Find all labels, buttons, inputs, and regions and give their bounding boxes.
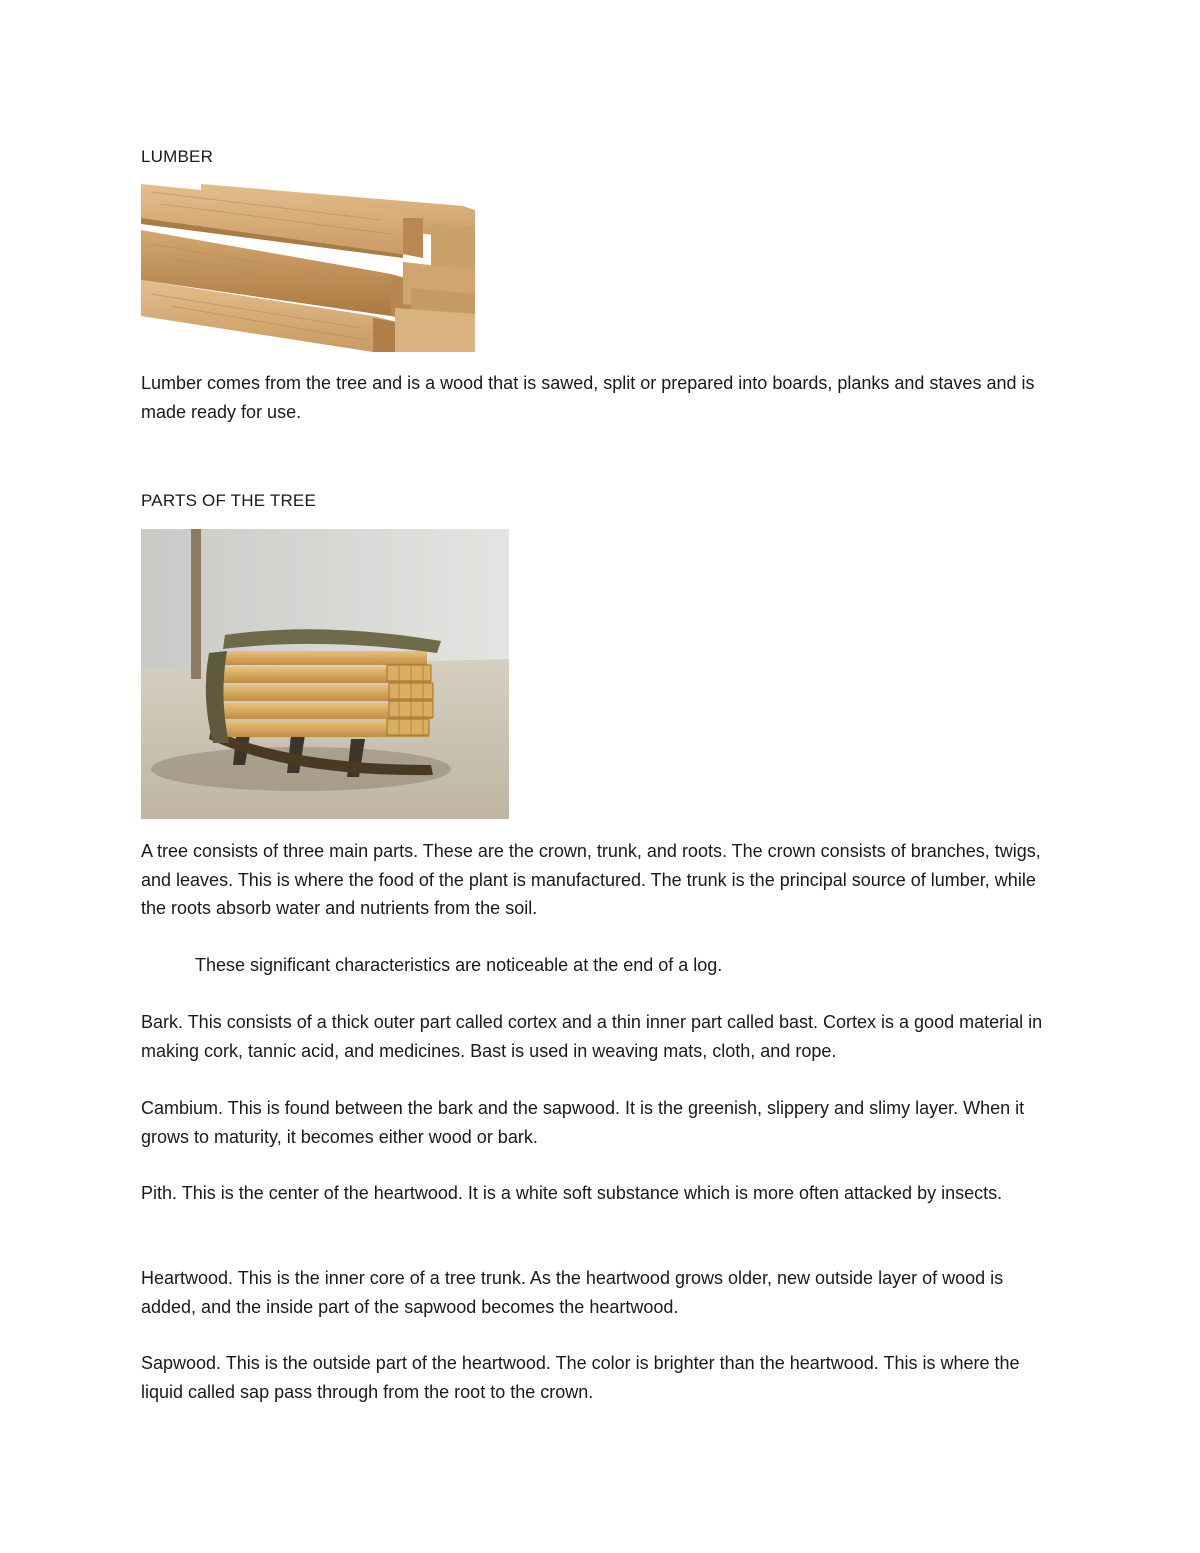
characteristics-intro: These significant characteristics are noticeable at the end of a log. bbox=[195, 955, 723, 975]
sapwood-paragraph: Sapwood. This is the outside part of the heartwood. The color is brighter than the heartwood. This is where the liquid called sap pass through from the root to the crown. bbox=[141, 1353, 1020, 1402]
cambium-paragraph: Cambium. This is found between the bark and the sapwood. It is the greenish, slippery and slimy layer. When it grows to maturity, it becomes either wood or bark. bbox=[141, 1098, 1025, 1147]
heartwood-paragraph: Heartwood. This is the inner core of a tree trunk. As the heartwood grows older, new outside layer of wood is added, and the inside part of the sapwood becomes the heartwood. bbox=[141, 1268, 1004, 1317]
pith-paragraph: Pith. This is the center of the heartwood. It is a white soft substance which is more often attacked by insects. bbox=[141, 1183, 1003, 1203]
parts-intro: A tree consists of three main parts. These are the crown, trunk, and roots. The crown consists of branches, twigs, and leaves. This is where the food of the plant is manufactured. The trunk is the principal source of lumber, while the roots absorb water and nutrients from the soil. bbox=[141, 841, 1041, 918]
bark-paragraph: Bark. This consists of a thick outer part called cortex and a thin inner part called bast. Cortex is a good material in making cork, tannic acid, and medicines. Bast is used in weaving mats, cloth, and rope. bbox=[141, 1012, 1043, 1061]
lumber-boards-image bbox=[141, 184, 477, 352]
lumber-description: Lumber comes from the tree and is a wood that is sawed, split or prepared into boards, planks and staves and is made ready for use. bbox=[141, 373, 1035, 422]
parts-heading: PARTS OF THE TREE bbox=[141, 491, 317, 510]
lumber-heading: LUMBER bbox=[141, 147, 214, 166]
sliced-log-image bbox=[141, 529, 509, 819]
